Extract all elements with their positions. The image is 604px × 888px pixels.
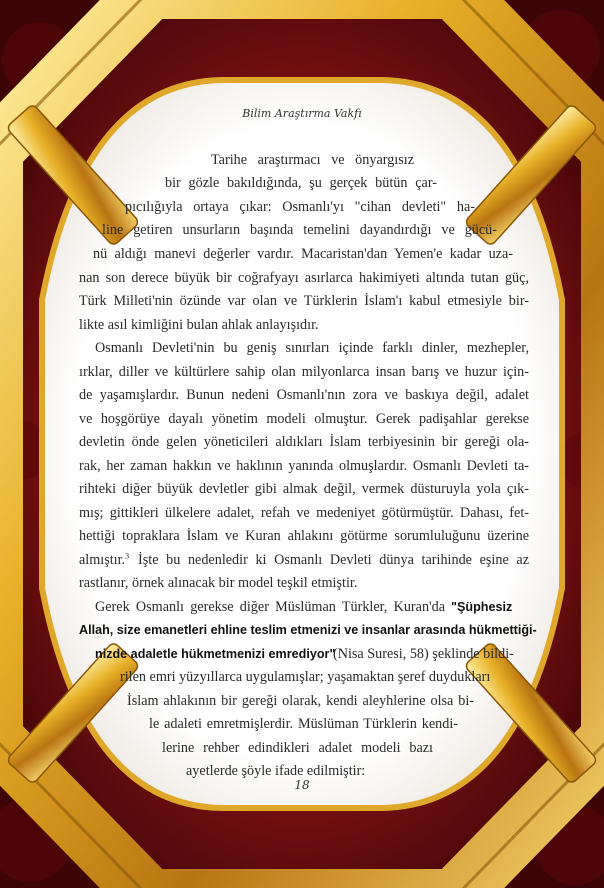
text-line: nü aldığı manevi değerler vardır. Macaristan'dan Yemen'e kadar uza- — [93, 246, 513, 262]
text-line: rastlanır, örnek alınacak bir model teşkil etmiştir. — [79, 575, 358, 591]
text-line: almıştır.$^3$ — [79, 551, 130, 568]
page-number: 18 — [294, 778, 310, 792]
text-line: nan son derece büyük bir coğrafyayı asırlarca hakimiyeti altında tutan güç, — [79, 270, 529, 286]
verse-quote: "Şüphesiz — [451, 600, 513, 614]
text-line: lerine rehber edindikleri adalet modeli bazı — [162, 740, 433, 756]
text-line: mış; gittikleri ülkelere adalet, refah ve medeniyet götürmüştür. Dahası, fet- — [79, 505, 529, 521]
text-line: rak, her zaman hakkın ve haklının yanında olmuşlardır. Osmanlı Devleti ta- — [79, 458, 529, 474]
text-line: line getiren unsurların başında temelini dayandırdığı ve gücü- — [102, 222, 497, 238]
text-line: Tarihe araştırmacı ve önyargısız — [211, 152, 414, 168]
text-line: Türk Milleti'nin özünde var olan ve Türklerin İslam'ı kabul etmesiyle bir- — [79, 293, 529, 309]
text-line: İşte bu nedenledir ki Osmanlı Devleti dünya tarihinde eşine az — [138, 552, 529, 568]
text-line: hettiği topraklara İslam ve Kuran ahlakını götürme sorumluluğunu üzerine — [79, 528, 529, 544]
running-header: Bilim Araştırma Vakfı — [242, 107, 362, 120]
text-line: ırklar, diller ve kültürlere sahip olan milyonlarca insan barış ve huzur için- — [79, 364, 529, 380]
text-line: ayetlerde şöyle ifade edilmiştir: — [186, 763, 366, 779]
text-line: de yaşamışlardır. Bunun nedeni Osmanlı'nın zora ve baskıya değil, adalet — [79, 387, 529, 403]
text-line: bir gözle bakıldığında, şu gerçek bütün çar- — [165, 175, 437, 191]
footnote-marker: 3 — [125, 551, 130, 561]
text-line: rihteki diğer büyük devletler gibi almak değil, vermek düsturuyla yola çık- — [79, 481, 529, 497]
text-line: likte asıl kimliğini bulan ahlak anlayışıdır. — [79, 317, 319, 333]
text-line: Osmanlı Devleti'nin bu geniş sınırları içinde farklı dinler, mezhepler, — [95, 340, 529, 356]
verse-quote: nizde adaletle hükmetmenizi emrediyor" — [95, 647, 336, 661]
text-line: Gerek Osmanlı gerekse diğer Müslüman Türkler, Kuran'da — [95, 599, 445, 615]
text-line: İslam ahlakının bir gereği olarak, kendi aleyhlerine olsa bi- — [127, 693, 474, 709]
text-line: ve hoşgörüye dayalı yönetim modeli olmuştur. Gerek padişahlar gerekse — [79, 411, 529, 427]
text-line: rilen emri yüzyıllarca uygulamışlar; yaşamaktan şeref duydukları — [120, 669, 491, 685]
text-line: le adaleti emretmişlerdir. Müslüman Türklerin kendi- — [149, 716, 458, 732]
text-line: pıcılığıyla ortaya çıkar: Osmanlı'yı "cihan devleti" ha- — [125, 199, 475, 215]
verse-quote: Allah, size emanetleri ehline teslim etmenizi ve insanlar arasında hükmettiği- — [79, 623, 537, 637]
text-line: devletin önde gelen yöneticileri aldıkları İslam terbiyesinin bir gereği ola- — [79, 434, 529, 450]
text-line: (Nisa Suresi, 58) şeklinde bildi- — [333, 646, 514, 662]
